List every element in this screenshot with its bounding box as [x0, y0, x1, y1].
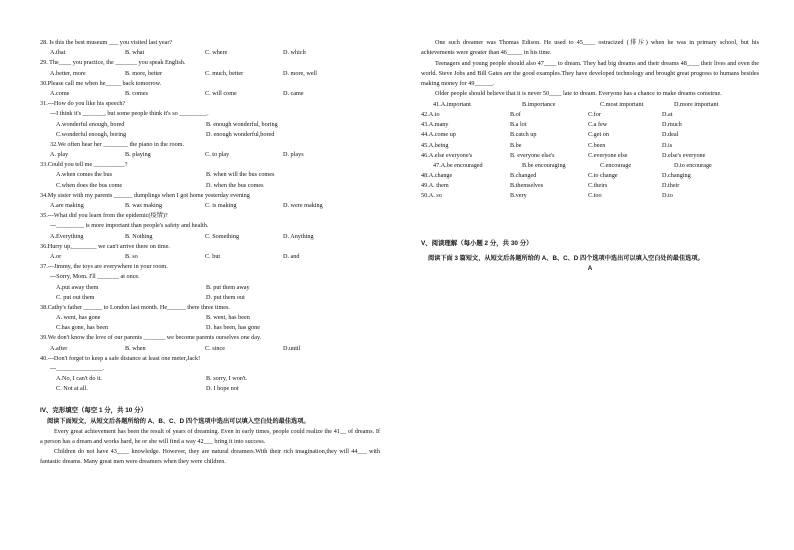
cloze-option-row	[421, 141, 759, 151]
option-row	[40, 323, 380, 333]
option: B. put them away	[206, 283, 250, 291]
option: A.better, more	[50, 69, 86, 77]
option: B. when	[125, 344, 146, 352]
option: A. play	[50, 151, 69, 159]
cloze-option-row	[421, 151, 759, 161]
section-instructions-cloze: 阅读下面短文，从短文后各题所给的 A、B、C、D 四个选项中选出可以填入空白处的最佳选项。	[47, 417, 310, 425]
question-stem: 28. Is this the best museum ___ you visited last year?	[40, 39, 173, 46]
option-row	[40, 344, 380, 354]
cloze-option: C.encourage	[600, 161, 632, 169]
question-sub-line: ---_______________.	[50, 365, 105, 372]
cloze-option: D.else's everyone	[662, 151, 706, 159]
option: C. to play	[205, 151, 230, 159]
cloze-option: B.a lot	[510, 121, 527, 129]
question-stem: 32.We often hear her ________ the piano in the room.	[50, 140, 185, 148]
option: C. Something	[205, 232, 240, 240]
cloze-option: C.to change	[588, 172, 618, 180]
question-sub-line: ---Sorry, Mom. I'll _______ at once.	[50, 273, 140, 281]
option: B. what	[125, 49, 145, 57]
option: C. where	[205, 49, 228, 57]
option: C. since	[205, 344, 225, 352]
option-row	[40, 181, 380, 191]
option: A.No, I can't do it.	[56, 375, 102, 383]
option: D.until	[283, 344, 301, 352]
section-title-reading: V、阅读理解（每小题 2 分，共 30 分）	[421, 239, 533, 247]
cloze-option: C.a few	[588, 121, 608, 129]
option: C.wonderful enough, boring	[56, 130, 127, 138]
option: D. which	[283, 49, 306, 57]
question-stem: 39.We don't know the love of our parents _______ we become parents ourselves one day.	[40, 334, 262, 342]
option: D. I hope not	[206, 385, 239, 393]
question-sub-line: ---I think it's _______, but some people think it's so _________.	[50, 110, 209, 118]
cloze-option: B.changed	[510, 172, 537, 180]
option: C. will come	[205, 89, 237, 97]
cloze-paragraph: Teenagers and young people should also 47____ to dream. They had big dreams and their dreams 48____ their lives and even the world. Steve Jobs and Bill Gates are the good examples.They have developed technology and brought great progress to humans besides making money for 49______.	[421, 59, 759, 88]
cloze-paragraph: One such dreamer was Thomas Edison. He used to 45____ ostracized (排斥) when he was in primary school, but his achievements were greater than 46_____ in his time.	[421, 39, 759, 57]
option: B. comes	[125, 89, 149, 97]
cloze-paragraph: Children do not have 43____ knowledge. However, they are natural dreamers.With their rich imagination,they will 44___ with fantastic dreams. Many great men were dreamers when they were children.	[40, 448, 380, 466]
cloze-option: B.catch up	[510, 131, 537, 139]
cloze-option: C.everyone else	[588, 151, 628, 159]
cloze-option: 46.A.else everyone's	[421, 151, 473, 159]
cloze-option: 43.A.many	[421, 121, 449, 129]
cloze-option: C.get on	[588, 131, 609, 139]
option: D. more, well	[283, 69, 318, 77]
option: C.has gone, has been	[56, 324, 109, 332]
option: D. has been, has gone	[206, 324, 260, 332]
cloze-option: D.more important	[674, 100, 719, 108]
cloze-option-row	[421, 110, 759, 120]
cloze-option: C.been	[588, 141, 606, 149]
cloze-option: C.too	[588, 192, 602, 200]
cloze-option: B. everyone else's	[510, 151, 555, 159]
option: B. when will the bus comes	[206, 171, 275, 179]
cloze-option: B.very	[510, 192, 527, 200]
section-gap	[40, 395, 380, 405]
question-stem: 36.Hurry up,________ we can't arrive there on time.	[40, 242, 170, 250]
passage-label: A	[587, 264, 593, 272]
option: D. and	[283, 252, 300, 260]
cloze-option: 44.A.come up	[421, 131, 456, 139]
option: C. but	[205, 252, 221, 260]
option: C. Not at all.	[56, 385, 88, 393]
question-sub-line: ---_________ is more important than people's safety and health.	[50, 222, 209, 230]
left-column	[40, 38, 380, 468]
option-row	[40, 120, 380, 130]
cloze-option-row	[421, 191, 759, 201]
question-stem: 35.---What did you learn from the epidemic(疫情)?	[40, 212, 168, 220]
question-stem: 37.---Jimmy, the toys are everywhere in your room.	[40, 263, 168, 271]
option-row	[40, 313, 380, 323]
cloze-option: B.of	[510, 110, 521, 118]
cloze-option-row	[421, 130, 759, 140]
option: B. playing	[125, 151, 151, 159]
option: D. enough wonderful,bored	[206, 130, 275, 138]
option: B. so	[125, 252, 138, 260]
option: B. was making	[125, 202, 162, 209]
option: A. went, has gone	[56, 314, 101, 322]
question-stem: 34.My sister with my parents ______ dumplings when I got home yesterday evening	[40, 191, 250, 199]
cloze-option: D.is	[662, 141, 673, 149]
option: A.come	[50, 89, 70, 97]
question-stem: 31.---How do you like his speech?	[40, 100, 126, 108]
cloze-option: D.deal	[662, 131, 679, 139]
option-row	[40, 130, 380, 140]
cloze-option: 47.A.be encouraged	[433, 161, 483, 169]
cloze-option-row	[421, 181, 759, 191]
cloze-option: 42.A.to	[421, 110, 440, 118]
option: A.when comes the bus	[56, 171, 113, 179]
option: D. were making	[283, 202, 323, 209]
option: C. much, better	[205, 69, 244, 77]
cloze-paragraph: Every great achievement has been the result of years of dreaming. Even in early times, people could realize the 41__ of dreams. If a person has a dream and works hard, he or she will find a way 42___ bring it into success.	[40, 427, 380, 445]
option: B. went, has been	[206, 314, 250, 322]
right-column	[421, 38, 759, 275]
cloze-option-row	[421, 120, 759, 130]
option: A.after	[50, 344, 68, 352]
cloze-option: 41.A.important	[433, 100, 471, 108]
option-row	[40, 170, 380, 180]
cloze-option-row	[421, 100, 759, 110]
option: A.are making	[50, 202, 84, 209]
cloze-option: 48.A.change	[421, 172, 453, 180]
option-row	[40, 89, 380, 99]
option: A.that	[50, 49, 66, 57]
cloze-option: 50.A. so	[421, 192, 442, 200]
section-instructions-reading: 阅读下面 3 篇短文，从短文后各题所给的 A、B、C、D 四个选项中选出可以填入空白处的最佳选项。	[428, 254, 704, 262]
cloze-option: C.most important	[600, 100, 644, 108]
option: A.Everything	[50, 232, 84, 240]
option: C. is making	[205, 202, 237, 209]
cloze-option-row	[421, 171, 759, 181]
option: A.put away them	[56, 283, 99, 291]
question-stem: 29. The____ you practice, the _______ you speak English.	[40, 59, 186, 67]
option: D. Anything	[283, 232, 314, 240]
cloze-option: D.their	[662, 182, 680, 190]
cloze-option-row	[421, 161, 759, 171]
cloze-option: 49.A. them	[421, 182, 449, 190]
option-row	[40, 384, 380, 394]
option: C. put out them	[56, 293, 95, 301]
question-stem: 30.Please call me when he_____ back tomorrow.	[40, 79, 162, 87]
question-stem: 33.Could you tell me __________?	[40, 161, 128, 169]
cloze-paragraph: Older people should believe that it is never 50____ late to dream. Everyone has a chance to make dreams cometrue.	[435, 90, 722, 98]
option: B. enough wonderful, boring	[206, 120, 278, 128]
option-row	[40, 48, 380, 58]
cloze-option: 45.A.being	[421, 141, 449, 149]
cloze-option: D.to encourage	[674, 161, 712, 169]
cloze-option: D.at	[662, 110, 673, 118]
option-row	[40, 283, 380, 293]
option-row	[40, 252, 380, 262]
option: D. came	[283, 89, 304, 97]
section-title-cloze: IV、完形填空（每空 1 分，共 10 分）	[40, 406, 147, 414]
option: B. Nothing	[125, 232, 153, 240]
option-row	[40, 150, 380, 160]
option: D. put them out	[206, 293, 245, 301]
cloze-option: B.importance	[522, 100, 556, 108]
section-gap	[421, 202, 759, 238]
option: B. sorry, I won't.	[206, 375, 248, 383]
cloze-option: C.for	[588, 110, 601, 118]
cloze-option: D.much	[662, 121, 682, 129]
option: A.wonderful enough, bored	[56, 120, 125, 128]
cloze-option: D.changing	[662, 172, 691, 180]
option: D. plays	[283, 151, 304, 159]
option: D. when the bus comes	[206, 181, 264, 189]
option: C.when does the bus come	[56, 181, 123, 189]
option: A.or	[50, 252, 62, 260]
cloze-option: B.be encouraging	[522, 161, 566, 169]
question-stem: 38.Cathy's father ______ to London last month. He______ there three times.	[40, 303, 230, 311]
cloze-option: C.theirs	[588, 182, 608, 190]
cloze-option: B.be	[510, 141, 522, 149]
option: B. more, better	[125, 69, 163, 77]
option-row	[40, 232, 380, 242]
option-row	[40, 293, 380, 303]
cloze-option: B.themselves	[510, 182, 544, 190]
option-row	[40, 69, 380, 79]
option-row	[40, 374, 380, 384]
option-row	[40, 201, 380, 211]
question-stem: 40.---Don't forget to keep a safe distance at least one meter,Jack!	[40, 354, 201, 362]
cloze-option: D.to	[662, 192, 673, 200]
